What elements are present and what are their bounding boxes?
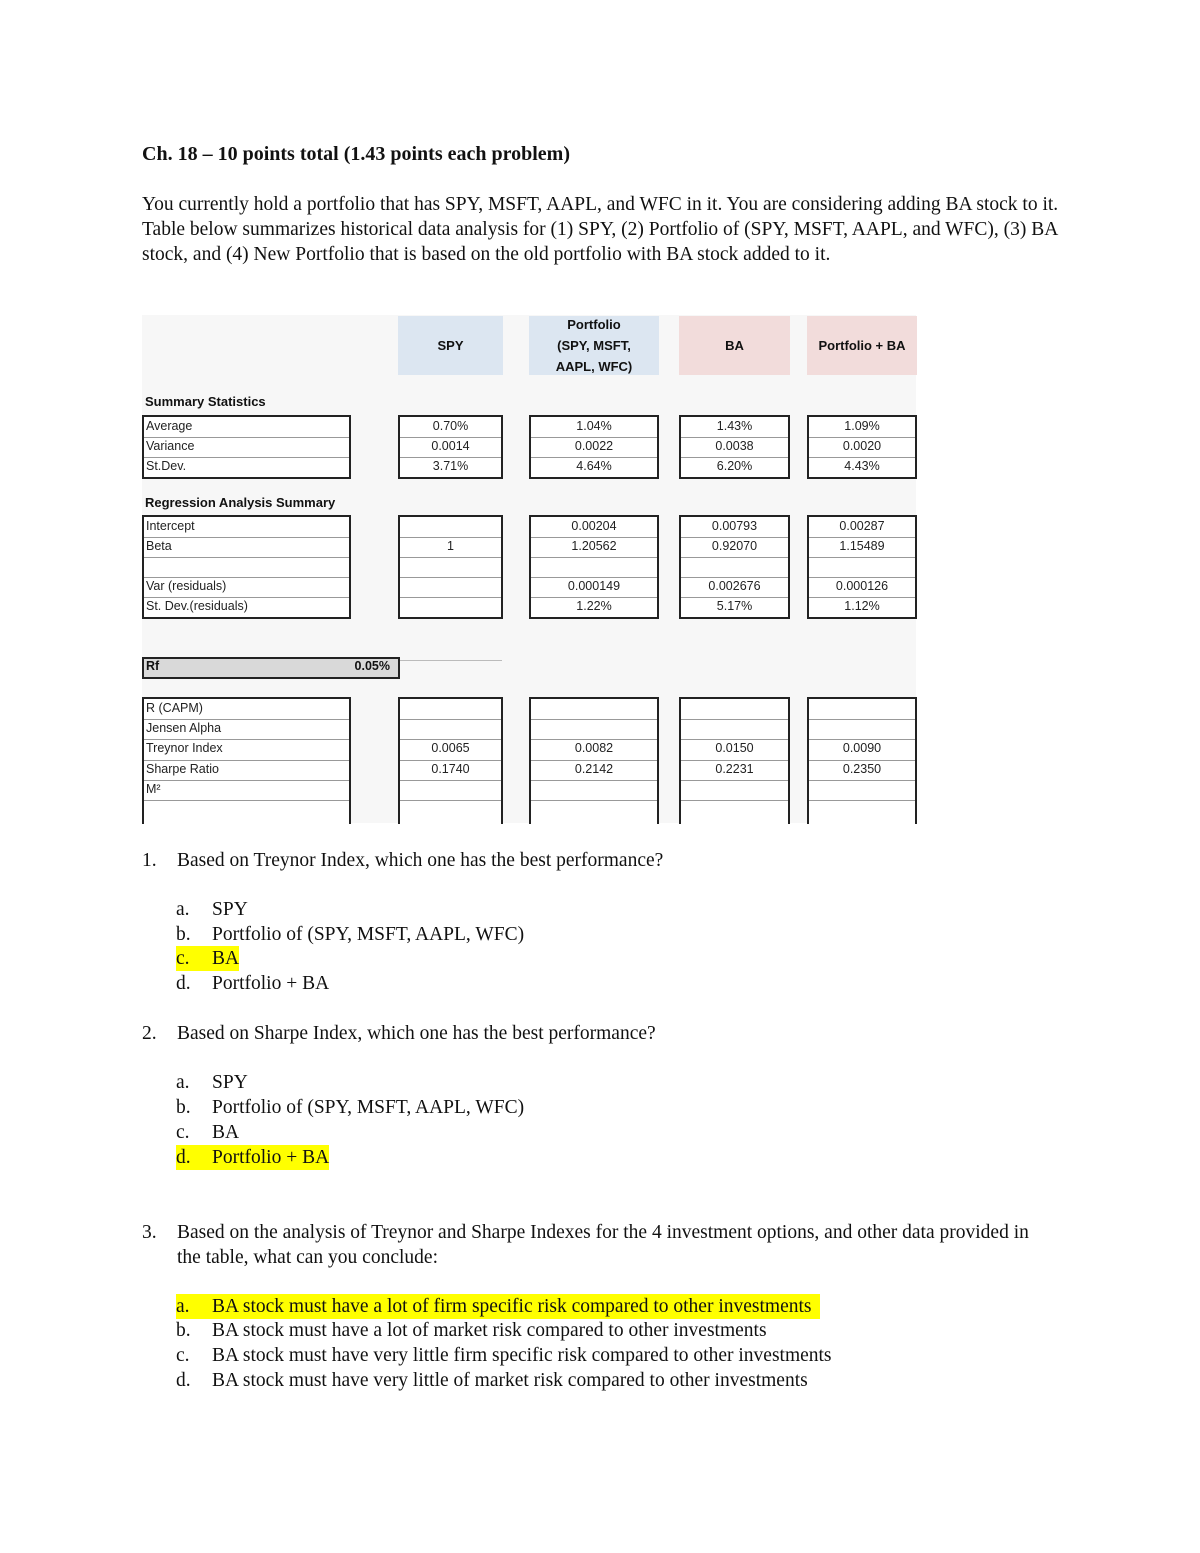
rf-divider (400, 660, 502, 661)
question-text: Based on the analysis of Treynor and Sharpe Indexes for the 4 investment options, and other data provided in the table, what can you conclude: (177, 1222, 1029, 1268)
perf-cell: 0.0082 (531, 739, 657, 760)
perf-values-col-4 (807, 697, 917, 824)
regression-values-col-2 (529, 515, 659, 619)
summary-label-box (142, 415, 351, 479)
summary-values-col-2 (529, 415, 659, 479)
perf-cell: 0.0065 (400, 739, 501, 760)
answer-option (176, 1318, 896, 1343)
summary-cell: 4.43% (844, 459, 880, 473)
option-letter: d. (176, 973, 191, 994)
option-letter: a. (176, 899, 190, 920)
rf-label: Rf (146, 659, 160, 673)
regression-cell: 1 (400, 537, 501, 558)
summary-values-col-4 (807, 415, 917, 479)
option-text: Portfolio of (SPY, MSFT, AAPL, WFC) (212, 924, 525, 945)
option-letter: b. (176, 924, 191, 945)
regression-values-col-4 (807, 515, 917, 619)
option-text: BA (212, 1122, 240, 1143)
column-header-3: BA (679, 316, 790, 375)
answer-option (176, 922, 896, 947)
summary-cell: 1.43% (681, 417, 788, 438)
summary-cell: 6.20% (716, 459, 753, 473)
regression-cell (400, 597, 501, 617)
option-text: Portfolio + BA (212, 973, 330, 994)
intro-paragraph: You currently hold a portfolio that has SPY, MSFT, AAPL, and WFC in it. You are considering adding BA stock to it. Table below summarizes historical data analysis for (1) SPY, (2) Portfolio of (SPY, MSFT, AAPL, and WFC), (3) BA stock, and (4) New Portfolio that is based on the old portfolio with BA stock added to it. (142, 194, 1059, 265)
option-letter: d. (176, 1370, 191, 1391)
perf-cell: 0.2231 (681, 760, 788, 781)
perf-cell: 0.2142 (531, 760, 657, 781)
regression-cell: 0.000126 (809, 577, 915, 598)
perf-cell (400, 699, 501, 720)
risk-free-rate-box (142, 657, 400, 679)
perf-row-label: R (CAPM) (144, 699, 349, 720)
column-header-1: SPY (398, 316, 503, 375)
perf-cell (531, 699, 657, 720)
perf-cell (681, 699, 788, 720)
regression-row-label: Var (residuals) (144, 577, 349, 598)
perf-row-label: Sharpe Ratio (144, 760, 349, 781)
perf-cell: 0.2350 (809, 760, 915, 781)
summary-cell: 0.70% (400, 417, 501, 438)
perf-label-box (142, 697, 351, 824)
option-text: Portfolio + BA (212, 1147, 330, 1168)
option-text: BA (212, 948, 240, 969)
regression-cell: 0.000149 (531, 577, 657, 598)
option-letter: b. (176, 1320, 191, 1341)
regression-cell: 0.00204 (531, 517, 657, 538)
option-text: BA stock must have a lot of firm specific risk compared to other investments (212, 1294, 820, 1319)
summary-cell: 1.04% (531, 417, 657, 438)
regression-cell (400, 577, 501, 598)
column-header-2: Portfolio (SPY, MSFT, AAPL, WFC) (529, 316, 659, 375)
perf-cell (809, 780, 915, 801)
perf-values-col-1 (398, 697, 503, 824)
summary-cell: 4.64% (576, 459, 612, 473)
regression-cell: 1.15489 (809, 537, 915, 558)
answer-option (176, 1145, 896, 1170)
summary-cell: 0.0014 (400, 437, 501, 458)
regression-cell: 0.00793 (681, 517, 788, 538)
summary-values-col-1 (398, 415, 503, 479)
option-letter: d. (176, 1145, 215, 1170)
regression-summary-title: Regression Analysis Summary (145, 495, 336, 510)
option-letter: a. (176, 1072, 190, 1093)
perf-row-label: M² (144, 780, 349, 801)
perf-cell (531, 719, 657, 740)
regression-cell: 1.22% (576, 599, 612, 613)
regression-values-col-3 (679, 515, 790, 619)
option-text: SPY (212, 899, 248, 920)
perf-row-label: Jensen Alpha (144, 719, 349, 740)
option-text: Portfolio of (SPY, MSFT, AAPL, WFC) (212, 1097, 525, 1118)
option-letter: c. (176, 1122, 190, 1143)
option-text: SPY (212, 1072, 248, 1093)
column-header-4: Portfolio + BA (807, 316, 917, 375)
perf-cell (681, 800, 788, 820)
regression-row-label (144, 557, 349, 578)
perf-cell (400, 780, 501, 801)
regression-cell: 0.00287 (809, 517, 915, 538)
perf-cell: 0.0150 (681, 739, 788, 760)
summary-statistics-title: Summary Statistics (145, 394, 266, 409)
perf-cell (681, 719, 788, 740)
regression-cell (681, 557, 788, 578)
regression-label-box (142, 515, 351, 619)
answer-option (176, 1070, 896, 1095)
option-letter: c. (176, 946, 214, 971)
page-heading: Ch. 18 – 10 points total (1.43 points each problem) (142, 143, 570, 165)
regression-cell: 1.20562 (531, 537, 657, 558)
option-text: BA stock must have very little firm specific risk compared to other investments (212, 1345, 832, 1366)
perf-cell (400, 800, 501, 820)
perf-cell: 0.1740 (400, 760, 501, 781)
regression-cell: 0.002676 (681, 577, 788, 598)
regression-row-label: Intercept (144, 517, 349, 538)
perf-row-label: Treynor Index (144, 739, 349, 760)
regression-cell: 5.17% (716, 599, 753, 613)
perf-cell (531, 780, 657, 801)
summary-row-label: St.Dev. (146, 459, 187, 473)
summary-cell: 0.0020 (809, 437, 915, 458)
perf-values-col-2 (529, 697, 659, 824)
perf-cell: 0.0090 (809, 739, 915, 760)
regression-row-label: Beta (144, 537, 349, 558)
perf-cell (809, 719, 915, 740)
option-letter: b. (176, 1097, 191, 1118)
answer-option (176, 971, 896, 996)
regression-cell: 0.92070 (681, 537, 788, 558)
summary-cell: 1.09% (809, 417, 915, 438)
question-text: Based on Treynor Index, which one has the best performance? (177, 850, 664, 871)
perf-cell (809, 699, 915, 720)
answer-option (176, 1095, 896, 1120)
question-number: 2. (142, 1023, 157, 1044)
answer-option (176, 1120, 896, 1145)
question-text: Based on Sharpe Index, which one has the best performance? (177, 1023, 656, 1044)
perf-cell (809, 800, 915, 820)
regression-cell (531, 557, 657, 578)
option-letter: c. (176, 1345, 190, 1366)
regression-row-label: St. Dev.(residuals) (146, 599, 248, 613)
regression-cell (400, 517, 501, 538)
perf-cell (531, 800, 657, 820)
summary-row-label: Average (144, 417, 349, 438)
option-text: BA stock must have very little of market risk compared to other investments (212, 1370, 808, 1391)
option-text: BA stock must have a lot of market risk compared to other investments (212, 1320, 767, 1341)
answer-option (176, 897, 896, 922)
summary-row-label: Variance (144, 437, 349, 458)
answer-option (176, 946, 896, 971)
perf-cell (400, 719, 501, 740)
perf-values-col-3 (679, 697, 790, 824)
summary-cell: 0.0038 (681, 437, 788, 458)
perf-cell (681, 780, 788, 801)
regression-values-col-1 (398, 515, 503, 619)
question-number: 3. (142, 1222, 157, 1243)
answer-option (176, 1368, 896, 1393)
answer-option (176, 1294, 896, 1319)
regression-cell (809, 557, 915, 578)
regression-cell: 1.12% (844, 599, 880, 613)
summary-values-col-3 (679, 415, 790, 479)
rf-value: 0.05% (354, 659, 390, 673)
regression-cell (400, 557, 501, 578)
perf-row-label (144, 800, 349, 820)
summary-cell: 3.71% (432, 459, 469, 473)
question-number: 1. (142, 850, 157, 871)
option-letter: a. (176, 1294, 214, 1319)
answer-option (176, 1343, 896, 1368)
summary-cell: 0.0022 (531, 437, 657, 458)
